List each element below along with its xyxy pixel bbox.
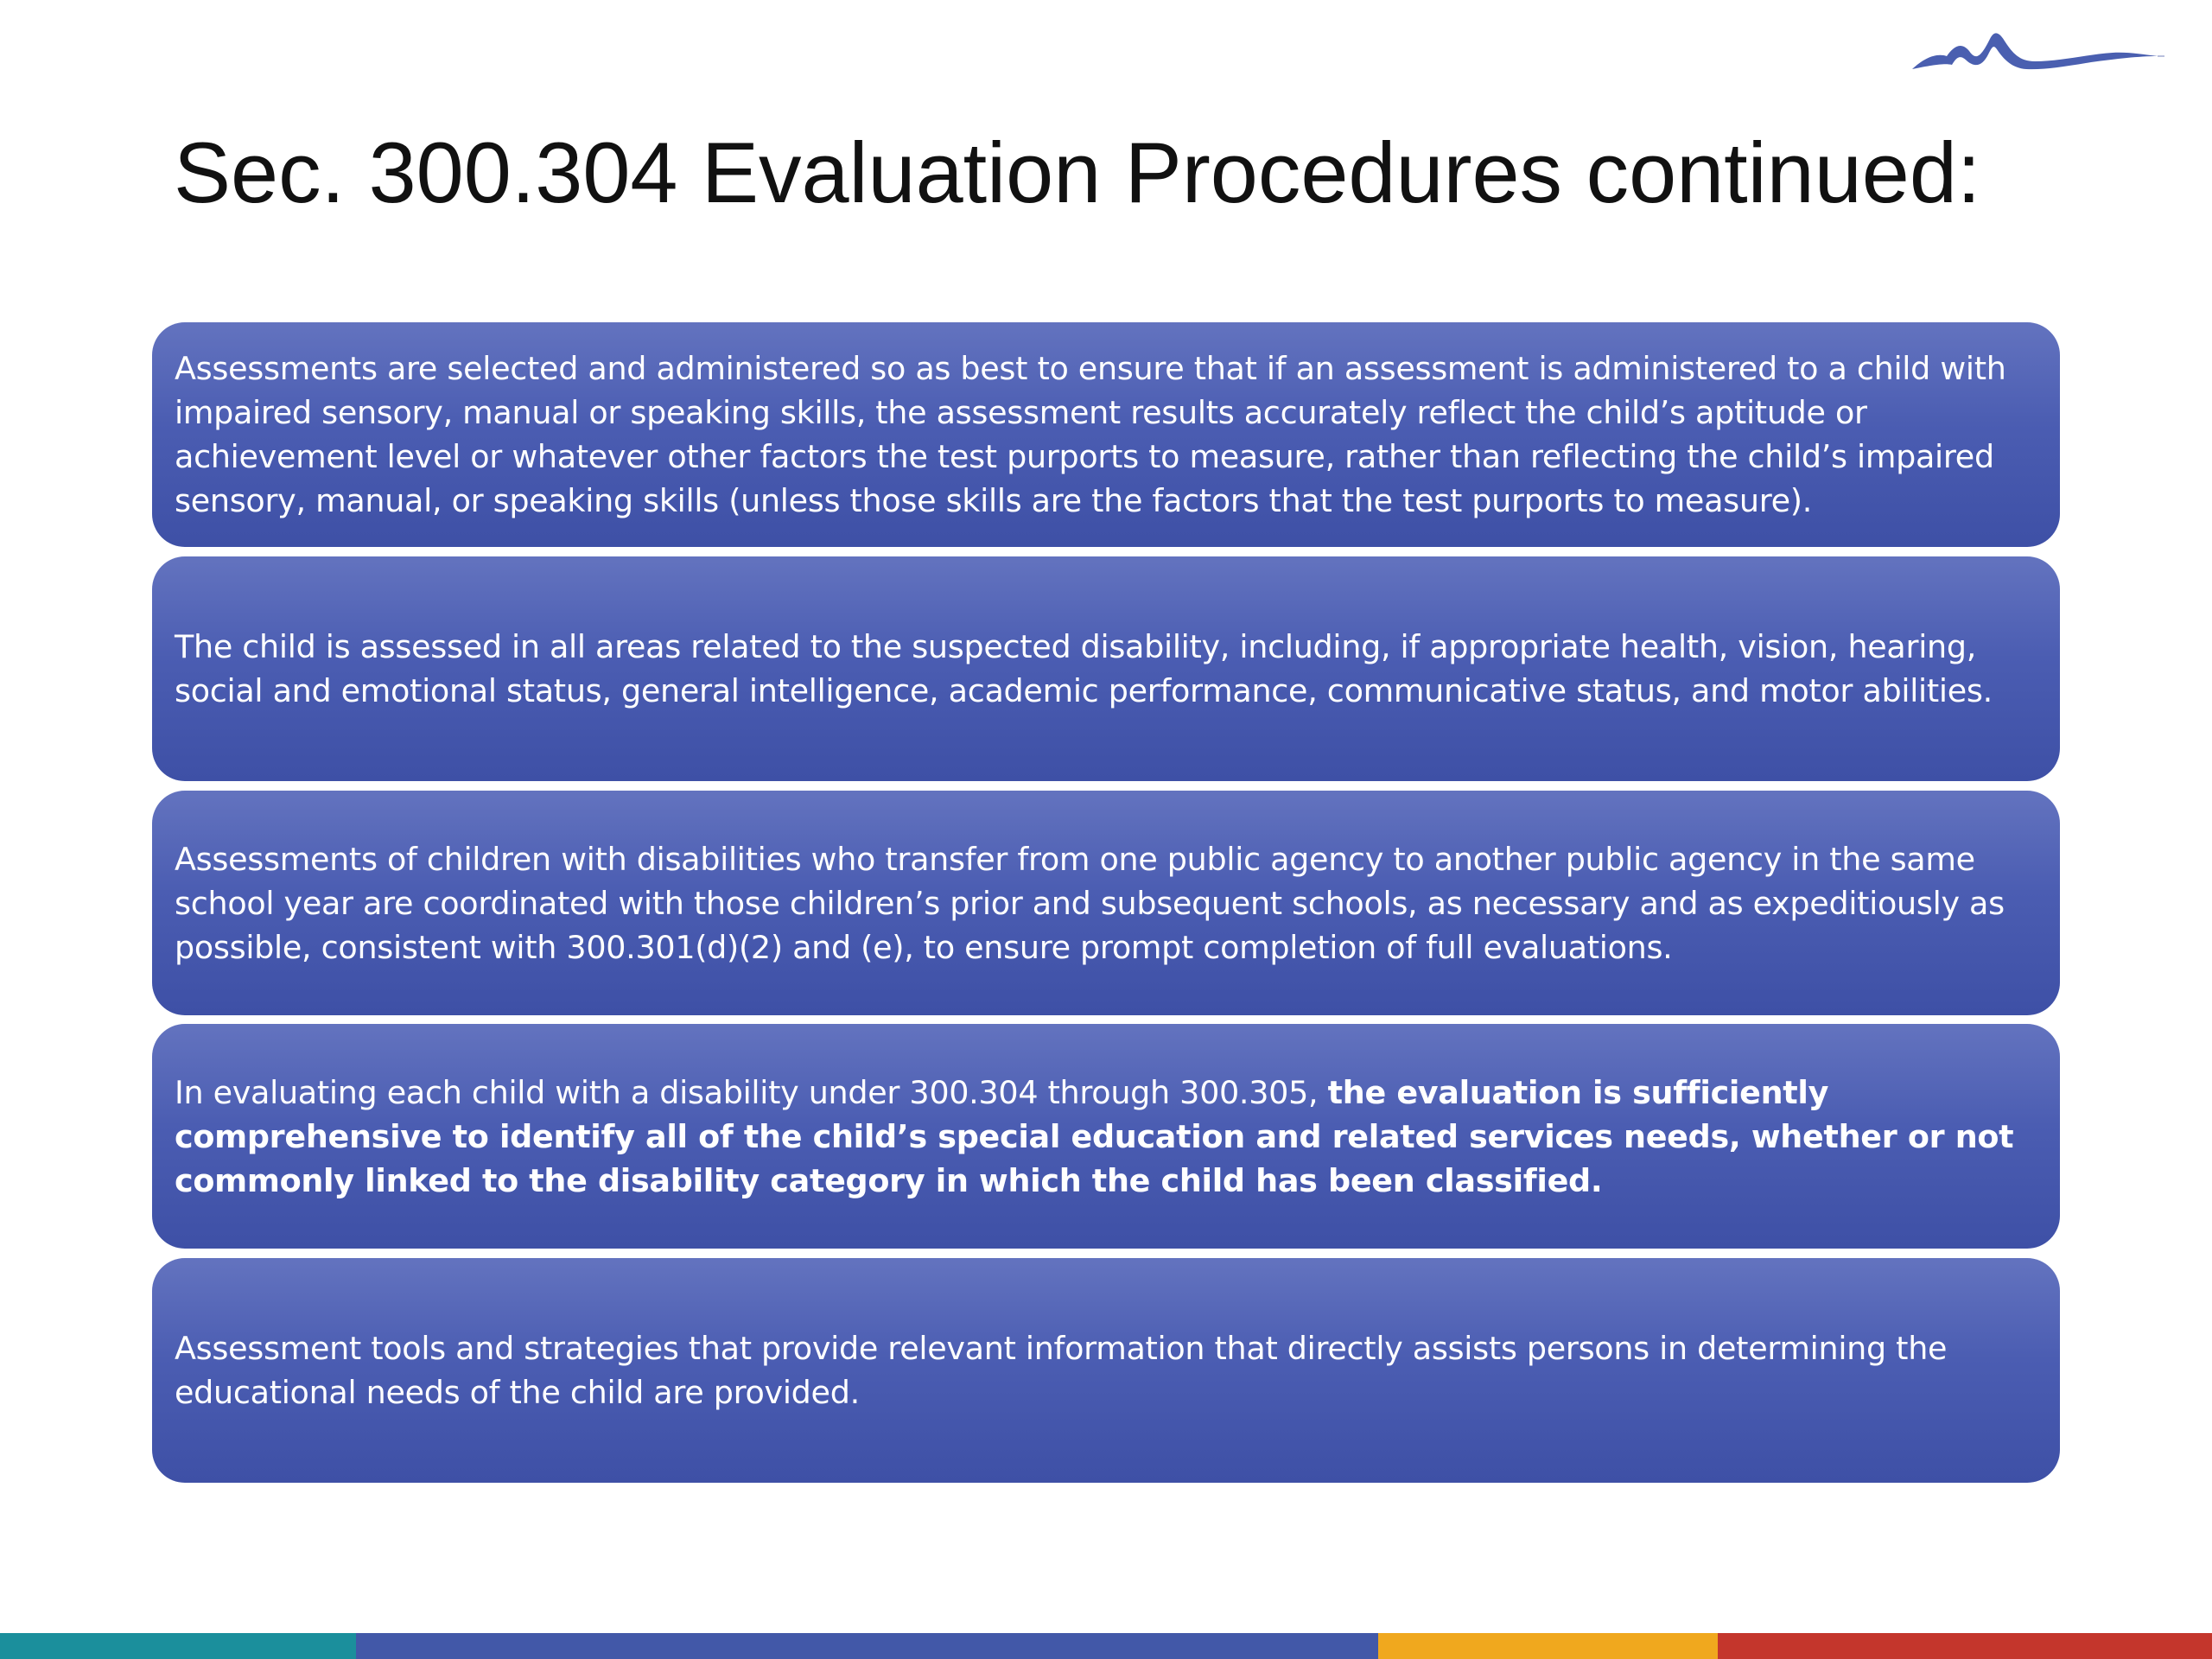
page-title: Sec. 300.304 Evaluation Procedures continued: [174, 124, 1981, 220]
footer-bar-red [1718, 1633, 2212, 1659]
footer-bar-teal [0, 1633, 356, 1659]
info-box-bold-text: the evaluation is sufficiently comprehensive to identify all of the child’s special education and related services needs, whether or not commonly linked to the disability category in which the child has been classified. [175, 1073, 2014, 1199]
info-box-sensory-skills [152, 322, 2060, 547]
info-box-areas-assessed [152, 556, 2060, 781]
info-box-assessment-tools [152, 1258, 2060, 1483]
footer-bar-yellow [1378, 1633, 1718, 1659]
info-box-text: In evaluating each child with a disability under 300.304 through 300.305, [175, 1073, 1328, 1111]
mountain-logo-icon [1905, 22, 2164, 82]
info-box-text: Assessments are selected and administered so as best to ensure that if an assessment is administered to a child with impaired sensory, manual or speaking skills, the assessment results accurately reflect the child’s aptitude or achievement level or whatever other factors the test purports to measure, rather than reflecting the child’s impaired sensory, manual, or speaking skills (unless those skills are the factors that the test purports to measure). [175, 350, 2006, 519]
info-box-paragraph [175, 1071, 2027, 1203]
footer-bar-blue [356, 1633, 1378, 1659]
info-box-text: Assessment tools and strategies that provide relevant information that directly assists persons in determining the educational needs of the child are provided. [175, 1330, 1948, 1411]
info-box-text: The child is assessed in all areas related to the suspected disability, including, if appropriate health, vision, hearing, social and emotional status, general intelligence, academic performance, communicative status, and motor abilities. [175, 628, 1993, 709]
info-box-comprehensive-evaluation [152, 1024, 2060, 1249]
info-box-text: Assessments of children with disabilities who transfer from one public agency to another public agency in the same school year are coordinated with those children’s prior and subsequent schools, as necessary and as expeditiously as possible, consistent with 300.301(d)(2) and (e), to ensure prompt completion of full evaluations. [175, 840, 2005, 966]
info-box-transfer-coordination [152, 791, 2060, 1015]
